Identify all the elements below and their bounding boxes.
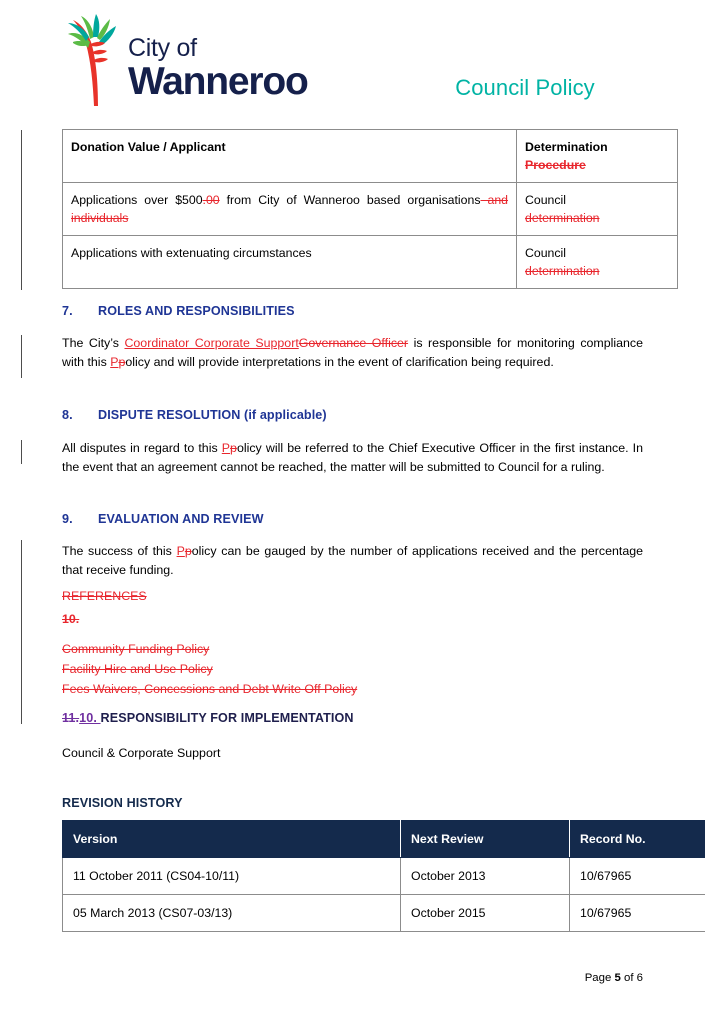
section-7-paragraph [62,334,643,373]
change-bar-section9-references [21,540,22,724]
table-row [63,236,678,289]
footer-current-page: 5 [614,972,621,984]
determination-kept-2: Council [525,246,567,261]
table-row [63,858,705,895]
revision-history-title: REVISION HISTORY [62,796,183,810]
s9-text-1: The success of this [62,544,177,558]
cell-determination-2 [517,236,678,289]
s9-text-2: olicy can be gauged by the number of applications received and the percentage that receive funding. [62,544,643,578]
logo-wanneroo-text: Wanneroo [128,60,308,103]
page-footer [0,972,643,984]
logo-wordmark [128,36,308,101]
grasstree-logo-icon [64,14,126,106]
determination-deleted-2: determination [525,264,600,279]
footer-suffix: of 6 [620,972,643,984]
references-number-text: 10. [62,612,80,626]
revision-next-review-2: October 2015 [401,895,570,932]
revision-header-version: Version [63,821,401,858]
s7-text-3: olicy and will provide interpretations in the event of clarification being required. [125,355,554,370]
document-header [0,0,705,122]
revision-header-next-review: Next Review [401,821,570,858]
footer-prefix: Page [584,972,615,984]
references-number-deleted [62,612,107,626]
determination-deleted-1: determination [525,211,600,226]
applicant-text-pre: Applications over $500 [71,193,203,208]
section-9-heading [62,512,264,526]
city-of-wanneroo-logo [64,14,308,110]
section-9-title: EVALUATION AND REVIEW [98,512,264,526]
revision-header-record-no: Record No. [570,821,705,858]
reference-item-1-deleted: Community Funding Policy [62,642,210,656]
revision-header-row [63,821,705,858]
cell-determination-1 [517,183,678,236]
section-10-body: Council & Corporate Support [62,746,221,760]
revision-version-2: 05 March 2013 (CS07-03/13) [63,895,401,932]
s9-inserted-P: P [176,544,185,558]
s9-deleted-p: p [184,544,192,558]
section-7-number: 7. [62,304,73,318]
table-header-row [63,130,678,183]
s8-deleted-p: p [230,441,237,455]
revision-next-review-1: October 2013 [401,858,570,895]
s7-inserted-P: P [110,355,119,370]
change-bar-section7 [21,335,22,378]
header-determination [517,130,678,183]
reference-item-2-deleted: Facility Hire and Use Policy [62,662,213,676]
s7-inserted-coordinator: Coordinator Corporate Support [124,336,299,350]
document-type-title: Council Policy [455,75,595,100]
s10-number-inserted: 10. [79,711,101,725]
s7-text-1: The City’s [62,336,125,350]
section-8-number: 8. [62,408,73,422]
s7-deleted-governance-officer: Governance Officer [298,336,409,350]
section-7-title: ROLES AND RESPONSIBILITIES [98,304,295,318]
determination-kept-1: Council [525,193,567,208]
reference-item-3-deleted: Fees Waivers, Concessions and Debt Write Off Policy [62,682,358,696]
section-9-number: 9. [62,512,73,526]
revision-record-no-1: 10/67965 [570,858,705,895]
revision-version-1: 11 October 2011 (CS04-10/11) [63,858,401,895]
determination-table [62,129,678,289]
section-7-heading [62,304,295,318]
section-9-paragraph [62,542,643,581]
applicant-text-mid: from City of Wanneroo based organisations [219,193,481,208]
s8-text-2: olicy will be referred to the Chief Executive Officer in the first instance. In the event that an agreement cannot be reached, the matter will be submitted to Council for a ruling. [62,441,644,475]
s8-inserted-P: P [221,441,231,455]
s7-deleted-p: p [118,355,126,370]
table-row [63,183,678,236]
section-8-heading [62,408,327,422]
s10-title: RESPONSIBILITY FOR IMPLEMENTATION [100,711,354,725]
references-heading-deleted: REFERENCES [62,589,147,603]
revision-record-no-2: 10/67965 [570,895,705,932]
section-10-heading [62,711,354,725]
change-bar-table [21,130,22,290]
logo-city-text: City of [128,34,197,62]
change-bar-section8 [21,440,22,464]
cell-applicant-over-500 [63,183,517,236]
header-procedure-deleted: Procedure [525,158,586,173]
s8-text-1: All disputes in regard to this [62,441,222,455]
section-8-paragraph [62,439,643,478]
s10-number-deleted: 11. [62,711,80,725]
section-8-title: DISPUTE RESOLUTION (if applicable) [98,408,327,422]
applicant-deleted-individuals: and individuals [71,193,508,226]
applicant-deleted-cents: .00 [202,193,220,208]
header-determination-kept: Determination [525,140,608,154]
revision-history-table [62,820,705,932]
cell-applicant-extenuating: Applications with extenuating circumstances [63,236,517,289]
table-row [63,895,705,932]
s7-text-2: is responsible for monitoring compliance with this [62,336,643,370]
header-donation-value: Donation Value / Applicant [63,130,517,183]
